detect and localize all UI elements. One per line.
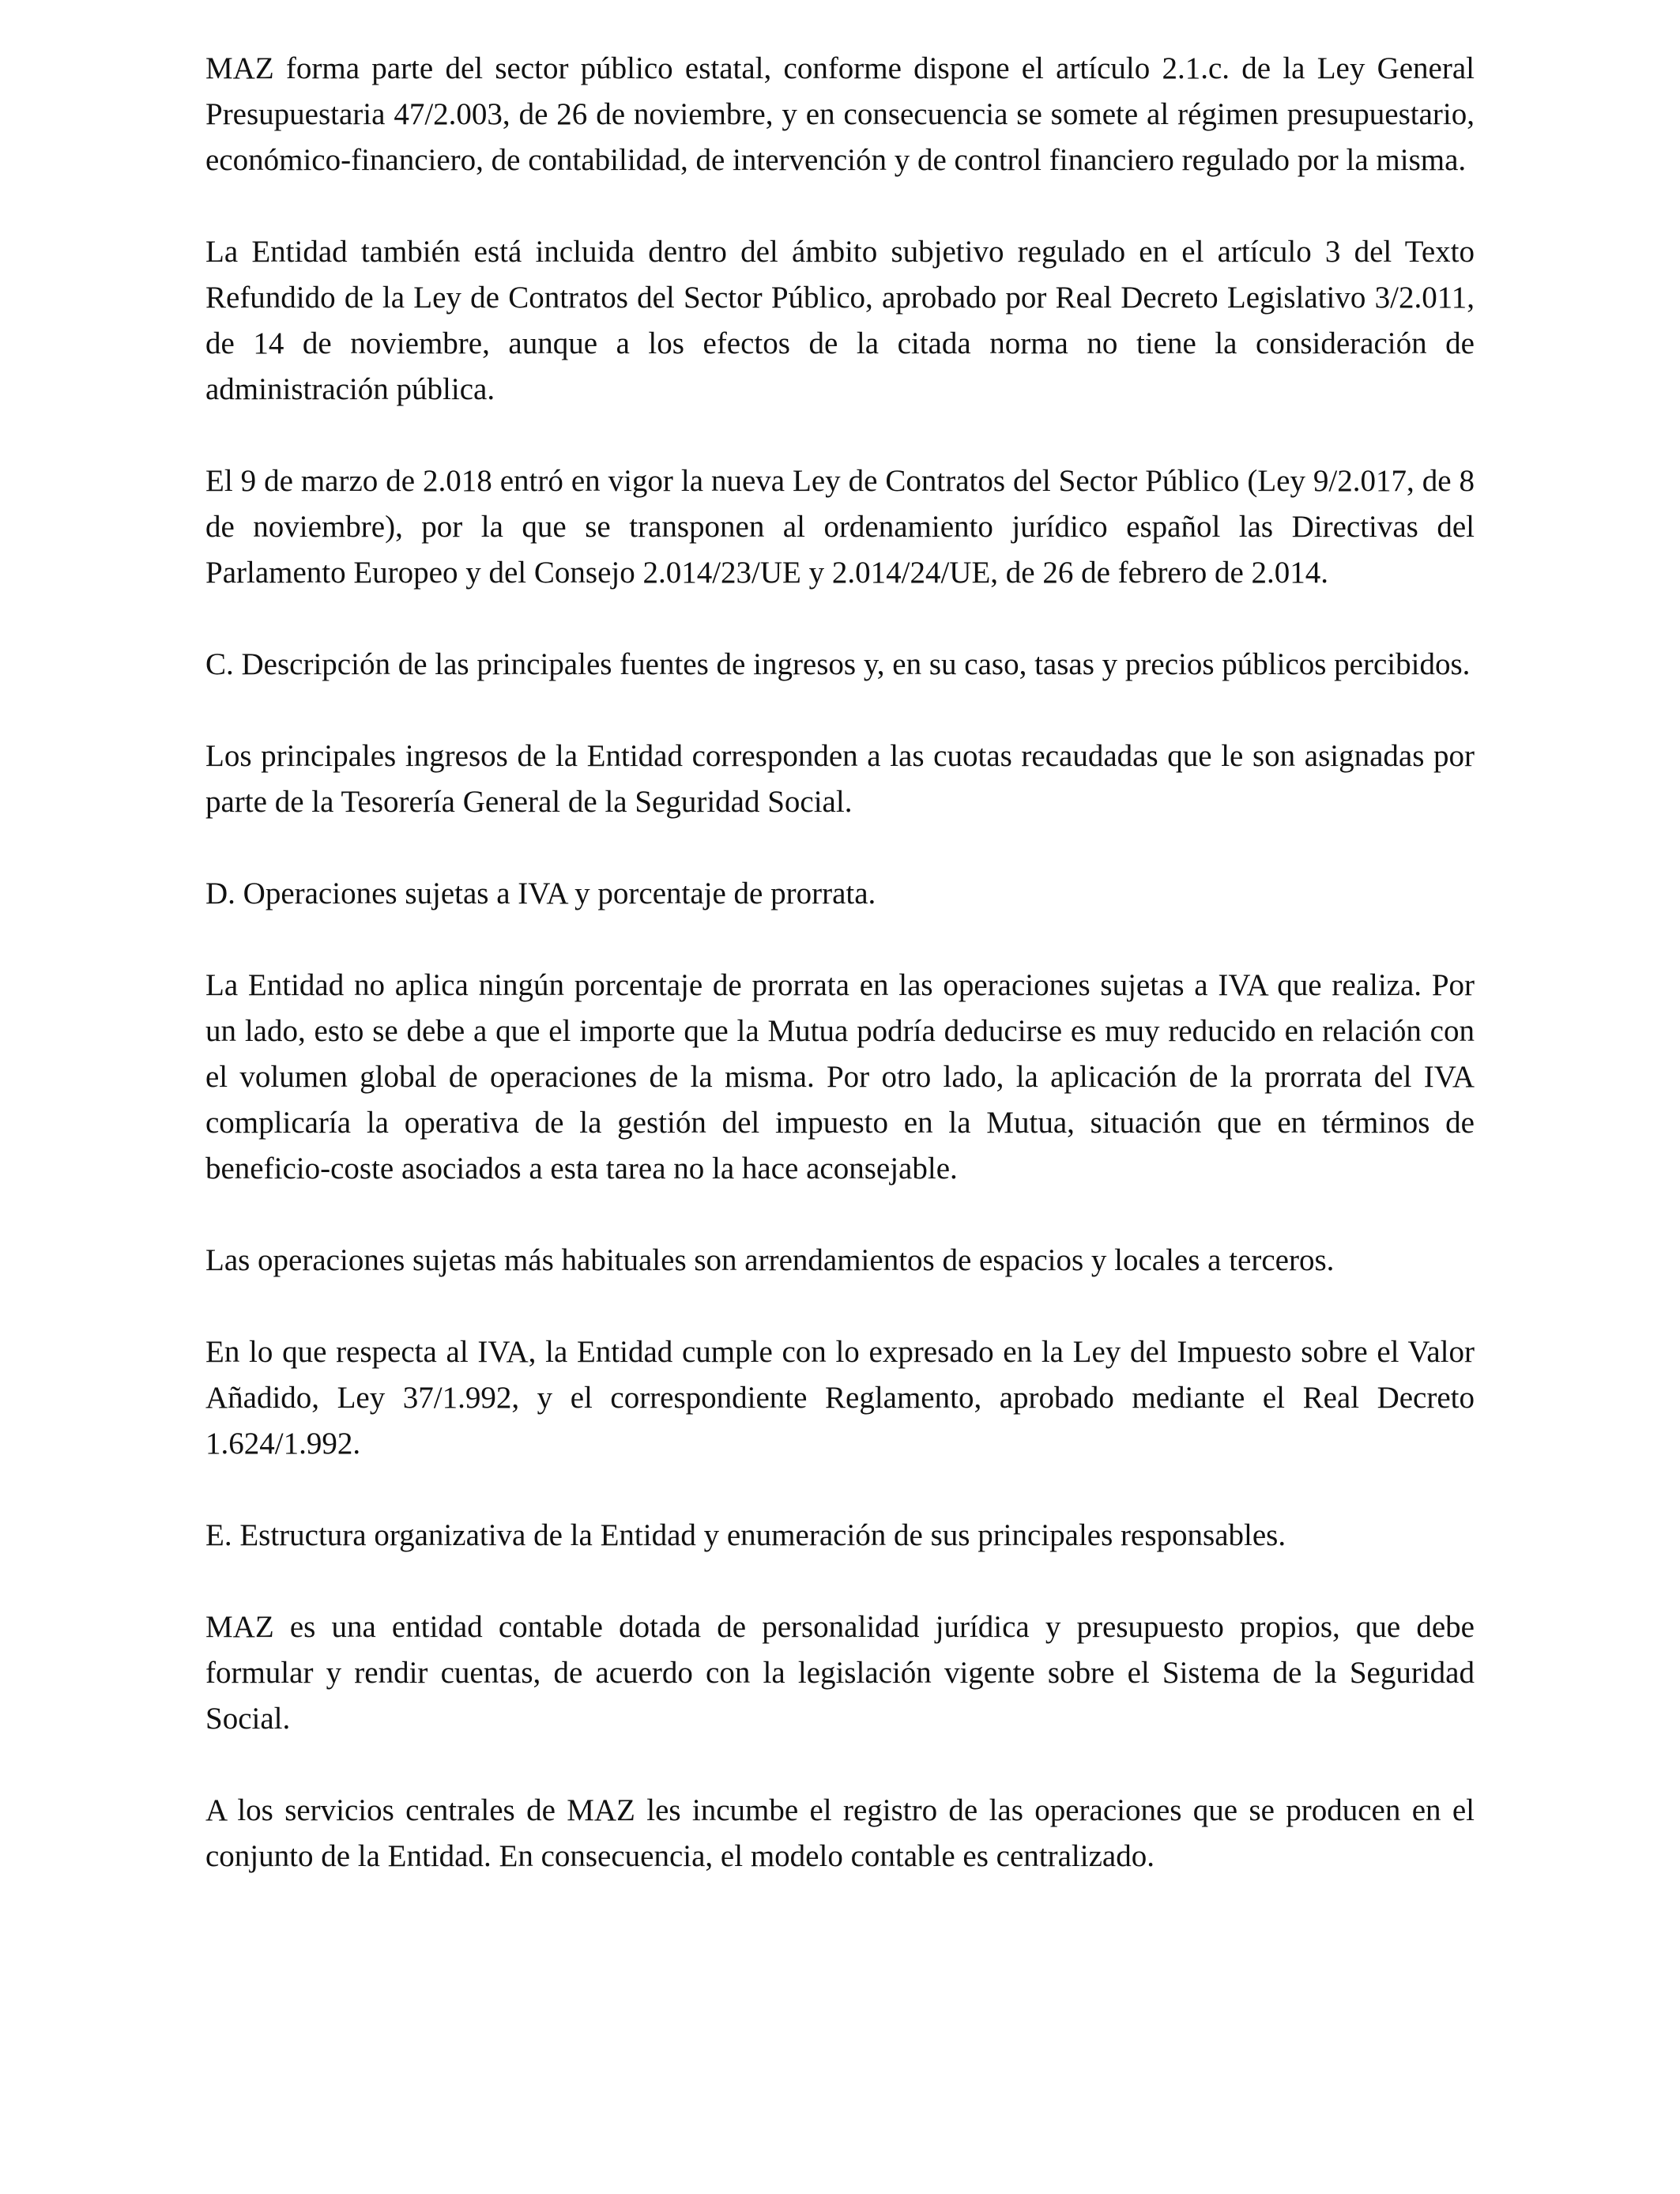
paragraph-nueva-ley-contratos: El 9 de marzo de 2.018 entró en vigor la nueva Ley de Contratos del Sector Público (Ley 9/2.017, de 8 de noviembre), por la que se transponen al ordenamiento jurídico español las Directivas del Parlamento Europeo y del Consejo 2.014/23/UE y 2.014/24/UE, de 26 de febrero de 2.014.	[205, 464, 1475, 590]
paragraph-prorrata-iva: La Entidad no aplica ningún porcentaje de prorrata en las operaciones sujetas a IVA que realiza. Por un lado, esto se debe a que el importe que la Mutua podría deducirse es muy reducido en relación con el volumen global de operaciones de la misma. Por otro lado, la aplicación de la prorrata del IVA complicaría la operativa de la gestión del impuesto en la Mutua, situación que en términos de beneficio-coste asociados a esta tarea no la hace aconsejable.	[205, 968, 1475, 1186]
paragraph-sector-publico: MAZ forma parte del sector público estatal, conforme dispone el artículo 2.1.c. de la Ley General Presupuestaria 47/2.003, de 26 de noviembre, y en consecuencia se somete al régimen presupuestario, económico-financiero, de contabilidad, de intervención y de control financiero regulado por la misma.	[205, 51, 1475, 177]
paragraph-entidad-contable: MAZ es una entidad contable dotada de personalidad jurídica y presupuesto propios, que debe formular y rendir cuentas, de acuerdo con la legislación vigente sobre el Sistema de la Seguridad Social.	[205, 1610, 1475, 1736]
document-body	[205, 46, 1475, 1879]
paragraph-ley-iva: En lo que respecta al IVA, la Entidad cumple con lo expresado en la Ley del Impuesto sobre el Valor Añadido, Ley 37/1.992, y el correspondiente Reglamento, aprobado mediante el Real Decreto 1.624/1.992.	[205, 1335, 1475, 1461]
section-heading-e-estructura: E. Estructura organizativa de la Entidad y enumeración de sus principales responsables.	[205, 1518, 1286, 1552]
paragraph-modelo-contable: A los servicios centrales de MAZ les incumbe el registro de las operaciones que se producen en el conjunto de la Entidad. En consecuencia, el modelo contable es centralizado.	[205, 1793, 1475, 1873]
section-heading-d-iva: D. Operaciones sujetas a IVA y porcentaje de prorrata.	[205, 876, 876, 910]
paragraph-contratos-sector-publico: La Entidad también está incluida dentro del ámbito subjetivo regulado en el artículo 3 del Texto Refundido de la Ley de Contratos del Sector Público, aprobado por Real Decreto Legislativo 3/2.011, de 14 de noviembre, aunque a los efectos de la citada norma no tiene la consideración de administración pública.	[205, 235, 1475, 406]
paragraph-operaciones-sujetas: Las operaciones sujetas más habituales son arrendamientos de espacios y locales a terceros.	[205, 1243, 1335, 1277]
paragraph-principales-ingresos: Los principales ingresos de la Entidad corresponden a las cuotas recaudadas que le son asignadas por parte de la Tesorería General de la Seguridad Social.	[205, 739, 1475, 819]
section-heading-c-ingresos: C. Descripción de las principales fuentes de ingresos y, en su caso, tasas y precios públicos percibidos.	[205, 647, 1471, 681]
